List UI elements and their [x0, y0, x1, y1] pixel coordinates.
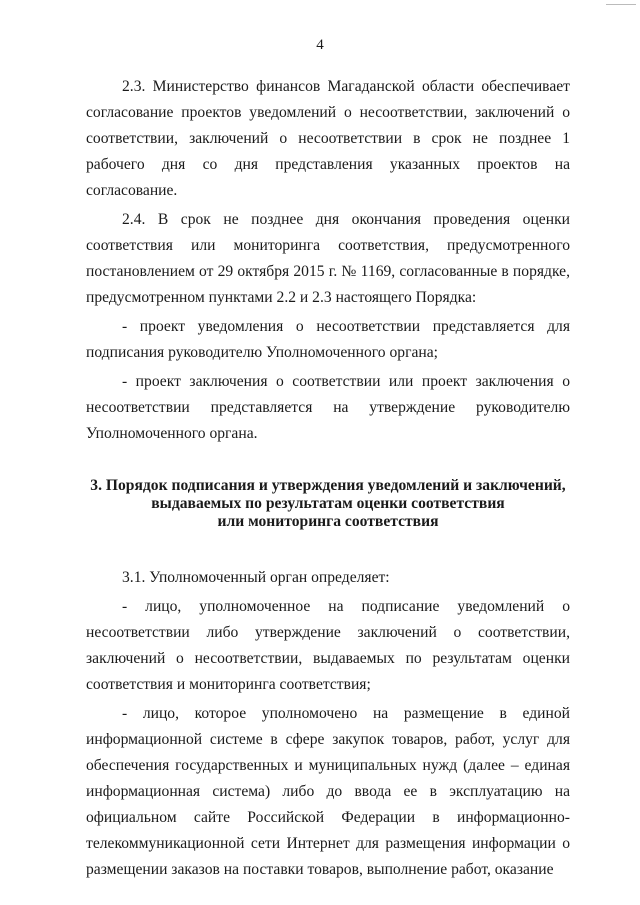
section-heading-line-1: 3. Порядок подписания и утверждения уведомлений и заключений, [90, 477, 566, 494]
paragraph-3-1: 3.1. Уполномоченный орган определяет: [122, 569, 390, 586]
list-item-signing-person: - лицо, уполномоченное на подписание уведомлений о несоответствии либо утверждение заключений о соответствии, заключений о несоответствии, выдаваемых по результатам оценки соответствия и мониторинга соответствия; [86, 598, 570, 693]
section-heading-line-2: выдаваемых по результатам оценки соответствия [151, 495, 505, 512]
list-item-publishing-person: - лицо, которое уполномочено на размещение в единой информационной системе в сфере закупок товаров, работ, услуг для обеспечения государственных и муниципальных нужд (далее – единая информационная система) либо до ввода ее в эксплуатацию на официальном сайте Российской Федерации в информационно-телекоммуникационной сети Интернет для размещения информации о размещении заказов на поставки товаров, выполнение работ, оказание [86, 705, 570, 878]
page-number: 4 [316, 37, 324, 53]
list-item-notification: - проект уведомления о несоответствии представляется для подписания руководителю Уполномоченного органа; [86, 318, 570, 361]
section-heading [86, 477, 570, 531]
list-item-conclusion: - проект заключения о соответствии или проект заключения о несоответствии представляется на утверждение руководителю Уполномоченного органа. [86, 373, 570, 442]
paragraph-2-4: 2.4. В срок не позднее дня окончания проведения оценки соответствия или мониторинга соответствия, предусмотренного постановлением от 29 октября 2015 г. № 1169, согласованные в порядке, предусмотренном пунктами 2.2 и 2.3 настоящего Порядка: [86, 211, 570, 306]
section-heading-line-3: или мониторинга соответствия [217, 513, 439, 530]
paragraph-2-3: 2.3. Министерство финансов Магаданской области обеспечивает согласование проектов уведомлений о несоответствии, заключений о соответствии, заключений о несоответствии в срок не позднее 1 рабочего дня со дня представления указанных проектов на согласование. [86, 78, 570, 199]
scan-mark [606, 4, 636, 5]
document-body [86, 74, 570, 883]
